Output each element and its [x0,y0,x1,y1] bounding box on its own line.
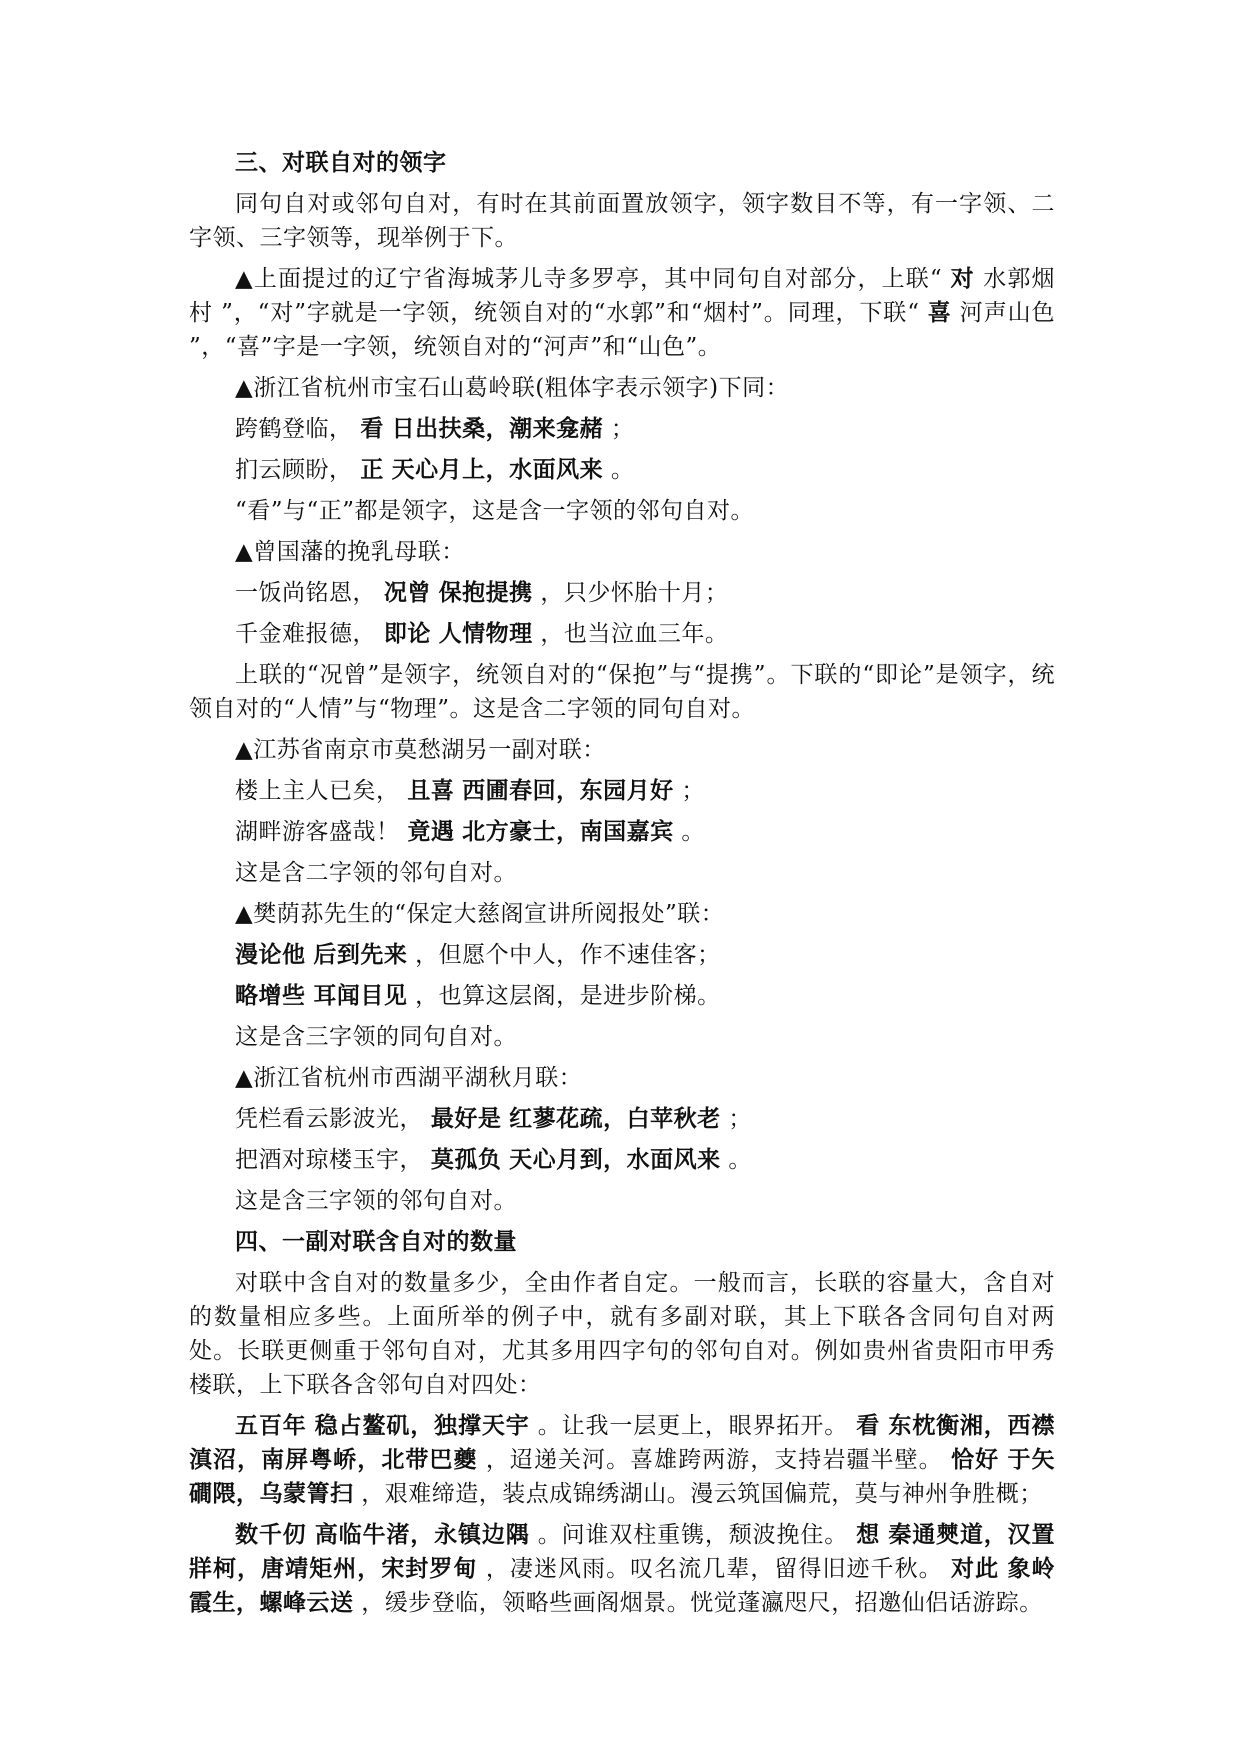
text-run [431,580,439,606]
paragraph [189,897,1055,931]
bold-text: 且喜 [407,778,455,804]
paragraph [189,815,1055,849]
text-run: ▲樊荫荪先生的“保定大慈阁宣讲所阅报处”联： [235,901,725,927]
paragraph [189,1102,1055,1136]
text-run: 这是含三字领的同句自对。 [235,1024,517,1050]
text-run [454,778,462,804]
text-run: ，迢递关河。喜雄跨两游，支持岩疆半壁。 [477,1447,952,1473]
bold-text: 四、一副对联含自对的数量 [235,1229,517,1255]
bold-text: 天心月到，水面风来 [509,1147,721,1173]
bold-text: 最好是 [430,1106,502,1132]
bold-text: 于矢磵隈，乌蒙箐扫 [189,1447,1056,1507]
bold-text: 恰好 [951,1447,1000,1473]
paragraph [189,938,1055,972]
paragraph [189,412,1055,446]
bold-text: 竟遇 [407,819,455,845]
paragraph [189,774,1055,808]
text-run [307,1522,315,1548]
bold-text: 正 [360,457,384,483]
bold-text: 即论 [383,621,431,647]
paragraph [189,1518,1055,1620]
text-run: ； [673,778,705,804]
paragraph [189,733,1055,767]
paragraph [189,1184,1055,1218]
paragraph [189,1266,1055,1402]
paragraph [189,371,1055,405]
bold-text: 况曾 [383,580,431,606]
bold-text: 看 [856,1413,881,1439]
bold-text: 看 [360,416,384,442]
paragraph [189,1061,1055,1095]
text-run: ，缓步登临，领略些画阁烟景。恍觉蓬瀛咫尺，招邀仙侣话游踪。 [353,1590,1043,1616]
text-run: 水郭烟村 ”，“对”字就是一字领，统领自对的“水郭”和“烟村”。同理，下联“ [189,266,1056,326]
section-heading [189,1225,1055,1259]
bold-text: 秦通僰道，汉置牂柯，唐靖矩州，宋封罗甸 [189,1522,1056,1582]
text-run: 千金难报德， [235,621,384,647]
bold-text: 北方豪士，南国嘉宾 [462,819,674,845]
text-run: 上联的“况曾”是领字，统领自对的“保抱”与“提携”。下联的“即论”是领字，统领自对的“人情”与“物理”。这是含二字领的同句自对。 [189,662,1055,722]
bold-text: 东枕衡湘，西襟滇沼，南屏粤峤，北带巴夔 [189,1413,1056,1473]
text-run: ▲曾国藩的挽乳母联： [235,539,465,565]
paragraph [189,1143,1055,1177]
text-run: ； [603,416,635,442]
paragraph [189,494,1055,528]
text-run: ▲江苏省南京市莫愁湖另一副对联： [235,737,606,763]
bold-text: 喜 [927,300,952,326]
paragraph [189,187,1055,255]
text-run: 对联中含自对的数量多少，全由作者自定。一般而言，长联的容量大，含自对的数量相应多些。上面所举的例子中，就有多副对联，其上下联各含同句自对两处。长联更侧重于邻句自对，尤其多用四字句的邻句自对。例如贵州省贵阳市甲秀楼联，上下联各含邻句自对四处： [189,1270,1055,1398]
text-run: ，凄迷风雨。叹名流几辈，留得旧迹千秋。 [477,1556,952,1582]
text-run [501,1147,509,1173]
bold-text: 数千仞 [235,1522,307,1548]
bold-text: 对 [950,266,975,292]
text-run: 这是含三字领的邻句自对。 [235,1188,517,1214]
bold-text: 红蓼花疏，白苹秋老 [509,1106,721,1132]
paragraph [189,453,1055,487]
bold-text: 人情物理 [438,621,533,647]
paragraph [189,1020,1055,1054]
bold-text: 五百年 [235,1413,307,1439]
bold-text: 略增些 [235,983,306,1009]
document-page [189,146,1055,1627]
text-run: ，只少怀胎十月； [532,580,729,606]
text-run [307,1413,315,1439]
text-run [384,457,392,483]
text-run: 同句自对或邻句自对，有时在其前面置放领字，领字数目不等，有一字领、二字领、三字领等，现举例于下。 [189,191,1055,251]
text-run: 跨鹤登临， [235,416,361,442]
text-run: 这是含二字领的邻句自对。 [235,860,517,886]
text-run: ▲浙江省杭州市西湖平湖秋月联： [235,1065,583,1091]
text-run [501,1106,509,1132]
text-run: ，艰难缔造，装点成锦绣湖山。漫云筑国偏荒，莫与神州争胜概； [353,1481,1043,1507]
text-run [384,416,392,442]
paragraph [189,617,1055,651]
bold-text: 稳占鳌矶，独撑天宇 [314,1413,530,1439]
bold-text: 后到先来 [313,942,408,968]
bold-text: 高临牛渚，永镇边隅 [314,1522,530,1548]
bold-text: 莫孤负 [430,1147,502,1173]
paragraph [189,856,1055,890]
text-run: 河声山色 ”，“喜”字是一字领，统领自对的“河声”和“山色”。 [189,300,1056,360]
text-run: 湖畔游客盛哉！ [235,819,408,845]
paragraph [189,658,1055,726]
text-run: ，但愿个中人，作不速佳客； [407,942,721,968]
text-run: 。问谁双柱重镌，颓波挽住。 [529,1522,857,1548]
bold-text: 保抱提携 [438,580,533,606]
text-run: “看”与“正”都是领字，这是含一字领的邻句自对。 [235,498,755,524]
text-run: ； [720,1106,752,1132]
section-heading [189,146,1055,180]
bold-text: 漫论他 [235,942,306,968]
bold-text: 耳闻目见 [313,983,408,1009]
text-run: ▲浙江省杭州市宝石山葛岭联(粗体字表示领字)下同： [235,375,790,401]
paragraph [189,262,1055,364]
text-run [431,621,439,647]
bold-text: 日出扶桑，潮来龛赭 [391,416,604,442]
bold-text: 象岭霞生，螺峰云送 [189,1556,1056,1616]
text-run: ，也当泣血三年。 [532,621,729,647]
text-run: 。 [720,1147,752,1173]
text-run [454,819,462,845]
paragraph [189,535,1055,569]
text-run: 楼上主人已矣， [235,778,408,804]
text-run: 扪云顾盼， [235,457,361,483]
text-run: 把酒对琼楼玉宇， [235,1147,431,1173]
bold-text: 天心月上，水面风来 [391,457,604,483]
text-run: 。 [673,819,705,845]
text-run: 。让我一层更上，眼界拓开。 [529,1413,857,1439]
paragraph [189,1409,1055,1511]
bold-text: 三、对联自对的领字 [235,150,447,176]
text-run: ▲上面提过的辽宁省海城茅儿寺多罗亭，其中同句自对部分，上联“ [235,266,951,292]
text-run: 一饭尚铭恩， [235,580,384,606]
bold-text: 想 [856,1522,881,1548]
paragraph [189,979,1055,1013]
text-run: 。 [603,457,635,483]
text-run: 凭栏看云影波光， [235,1106,431,1132]
text-run: ，也算这层阁，是进步阶梯。 [407,983,721,1009]
bold-text: 西圃春回，东园月好 [462,778,674,804]
paragraph [189,576,1055,610]
bold-text: 对此 [951,1556,1000,1582]
